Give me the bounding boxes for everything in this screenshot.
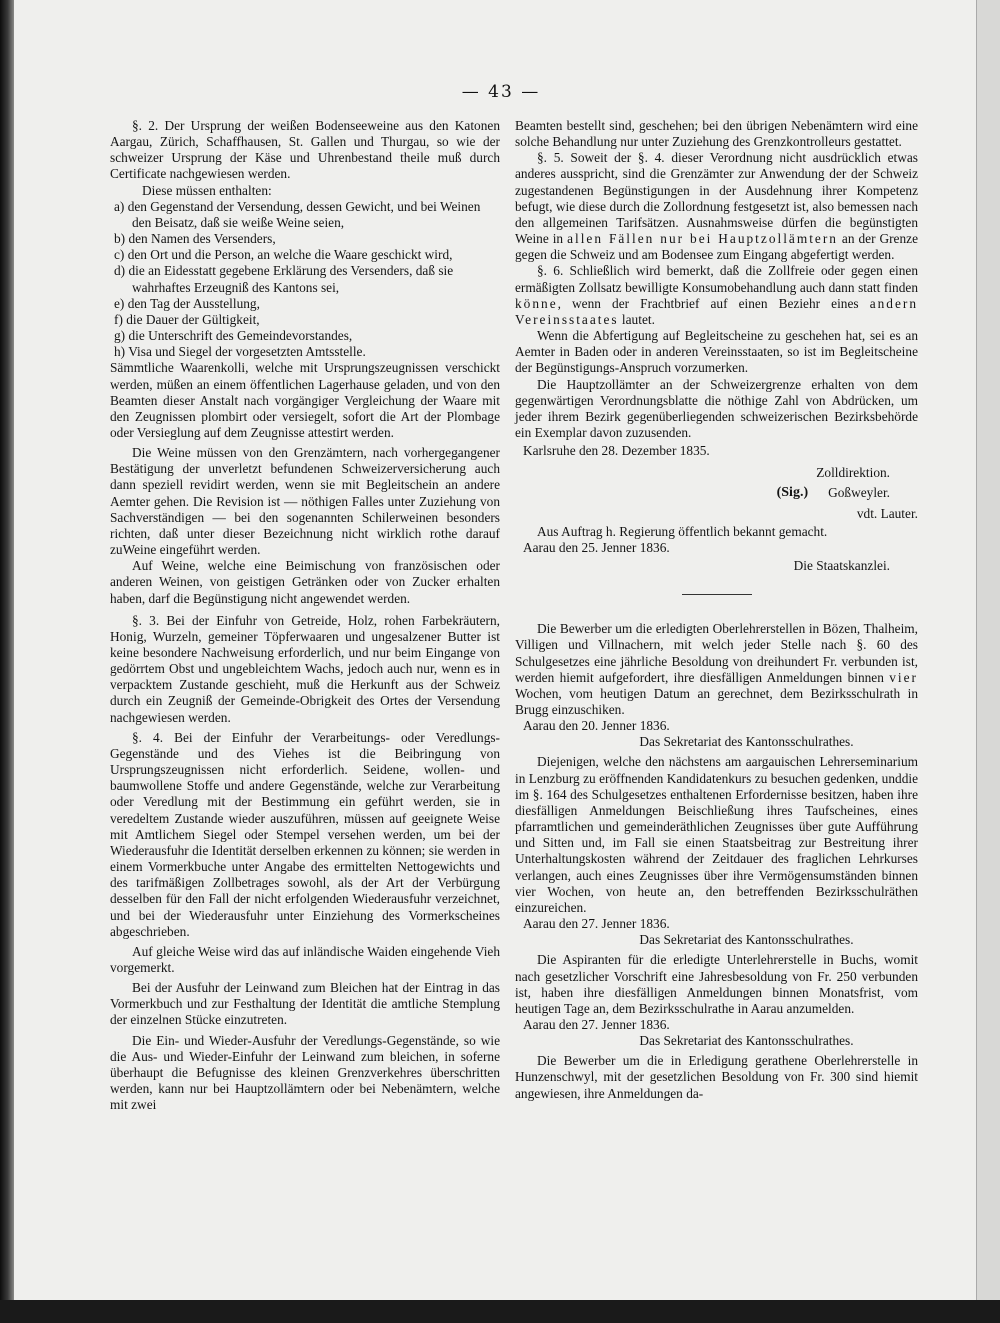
notice-hunzenschwyl: Die Bewerber um die in Erledigung gerathene Oberlehrerstelle in Hunzenschwyl, mit der gesetzlichen Besoldung von Fr. 300 sind hiemit angewiesen, ihre Anmeldungen da- bbox=[515, 1053, 918, 1101]
right-column bbox=[515, 118, 918, 1102]
paragraph-section-2: §. 2. Der Ursprung der weißen Bodenseeweine aus den Katonen Aargau, Zürich, Schaffhausen, St. Gallen und Thurgau, so wie der schweizer Ursprung der Käse und Uhrenbestand theile muß durch Certificate nachgewiesen werden. bbox=[110, 118, 500, 182]
paragraph-ein-wieder-ausfuhr: Die Ein- und Wieder-Ausfuhr der Veredlungs-Gegenstände, so wie die Aus- und Wieder-Einfuhr der Leinwand zum bleichen, in soferne überhaupt die Befugnisse des kleinen Grenzverkehres überschritten werden, kann nur bei Hauptzollämtern oder bei Nebenämtern, welche mit zwei bbox=[110, 1032, 500, 1113]
signature-gossweyler: Goßweyler. bbox=[828, 485, 890, 501]
list-item-a: a) den Gegenstand der Versendung, dessen Gewicht, und bei Weinen den Beisatz, daß sie weiße Weine seien, bbox=[114, 198, 481, 230]
emphasis-koenne: könne bbox=[515, 295, 558, 311]
paragraph-waarenkolli: Sämmtliche Waarenkolli, welche mit Ursprungszeugnissen verschickt werden, müßen an einem öffentlichen Lagerhause geladen, und von den Beamten dieser Anstalt nach vorgängiger Vergleichung der Waare mit den Zeugnissen plombirt oder versiegelt, sofort die Art der Plombage oder Versieglung auf dem Zeugnisse attestirt werden. bbox=[110, 360, 500, 440]
page-edge bbox=[976, 0, 1000, 1300]
list-item-f: f) die Dauer der Gültigkeit, bbox=[114, 311, 260, 327]
date-aarau-2: Aarau den 20. Jenner 1836. bbox=[523, 718, 670, 734]
signature-sekretariat-1: Das Sekretariat des Kantonsschulrathes. bbox=[639, 734, 854, 750]
notice-oberlehrerstellen: Die Bewerber um die erledigten Oberlehrerstellen in Bözen, Thalheim, Villigen und Villnachern, mit welch jeder Stelle nach §. 60 des Schulgesetzes eine jährliche Besoldung von dreihundert Fr. verbunden ist, werden hiemit aufgefordert, ihre diesfälligen Anmeldungen binnen vier Wochen, vom heutigen Datum an gerechnet, dem Bezirksschulrath in Brugg einzuschiken. bbox=[515, 621, 918, 717]
list-item-h: h) Visa und Siegel der vorgesetzten Amtsstelle. bbox=[114, 344, 366, 360]
paragraph-weine: Die Weine müssen von den Grenzämtern, nach vorhergegangener Bestätigung der unverletzt befundenen Schweizerversicherung auch dann speziell revidirt werden, wenn sie mit Begleitschein an andere Aemter gehen. Die Revision ist — nöthigen Falles unter Zuziehung von Sachverständigen — bei den sogenannten Schilerweinen besonders richten, daß unter dieser Bezeichnung nicht wirklich rothe darauf zuWeine eingeführt werden. bbox=[110, 445, 500, 558]
date-aarau-1: Aarau den 25. Jenner 1836. bbox=[523, 539, 670, 555]
seal-mark: (Sig.) bbox=[776, 485, 809, 501]
page-bottom-border bbox=[0, 1300, 1000, 1323]
paragraph-waiden: Auf gleiche Weise wird das auf inländische Waiden eingehende Vieh vorgemerkt. bbox=[110, 943, 500, 975]
signature-lauter: vdt. Lauter. bbox=[856, 505, 918, 521]
paragraph-beimischung: Auf Weine, welche eine Beimischung von französischen oder anderen Weinen, von geistigen Getränken oder von Zucker erhalten haben, darf die Begünstigung nicht angewendet werden. bbox=[110, 558, 500, 606]
paragraph-hauptzollaemter: Die Hauptzollämter an der Schweizergrenze erhalten von dem gegenwärtigen Verordnungsblatte die nöthige Zahl von Abdrücken, um jeder ihrem Bezirk gegenüberliegenden schweizerischen Bezirksbehörde ein Exemplar davon zuzusenden. bbox=[515, 376, 918, 440]
paragraph-section-3: §. 3. Bei der Einfuhr von Getreide, Holz, rohen Farbekräutern, Honig, Wurzeln, gemeiner Töpferwaaren und ungesalzener Butter ist keine besondere Nachweisung erforderlich, und nur beim Eingange von gedörrtem Obst und ungebleichtem Wachs, jedoch auch nur, wenn es in verpacktem Zustande geschieht, muß die Herkunft aus der Schweiz durch ein Zeugniß der Gemeinde-Obrigkeit des Ortes der Versendung nachgewiesen werden. bbox=[110, 612, 500, 725]
emphasis-hauptzollaemter: allen Fällen nur bei Hauptzollämtern bbox=[567, 231, 838, 247]
signature-row bbox=[515, 485, 918, 501]
paragraph-section-5: §. 5. Soweit der §. 4. dieser Verordnung nicht ausdrücklich etwas anderes ausspricht, sind die Grenzämter zur Anwendung der der Schweiz zugestandenen Begünstigungen in der Ausdehnung ihrer Kompetenz befugt, wie diese durch die Zollordnung festgesetzt ist, also bemessen nach den allgemeinen Tarifsätzen. Ausnahmsweise dürfen die begünstigten Weine in allen Fällen nur bei Hauptzollämtern an der Grenze gegen die Schweiz und am Bodensee zum Eingang abgefertigt werden. bbox=[515, 150, 918, 263]
section-divider bbox=[682, 594, 752, 595]
paragraph-abfertigung: Wenn die Abfertigung auf Begleitscheine zu geschehen hat, sei es an Aemter in Baden oder in anderen Vereinsstaaten, so ist im Begleitscheine der Begünstigungs-Anspruch vorzumerken. bbox=[515, 328, 918, 376]
left-column bbox=[110, 118, 500, 1113]
book-spine bbox=[0, 0, 14, 1323]
emphasis-vier: vier bbox=[889, 669, 918, 685]
list-item-c: c) den Ort und die Person, an welche die Waare geschickt wird, bbox=[114, 247, 453, 263]
date-aarau-4: Aarau den 27. Jenner 1836. bbox=[523, 1016, 670, 1032]
emphasis-vereinsstaates: andern Vereinsstaates bbox=[515, 295, 918, 327]
date-karlsruhe: Karlsruhe den 28. Dezember 1835. bbox=[523, 443, 710, 459]
list-item-d: d) die an Eidesstatt gegebene Erklärung des Versenders, daß sie wahrhaftes Erzeugniß des Kantons sei, bbox=[114, 263, 454, 295]
signature-zolldirektion: Zolldirektion. bbox=[816, 465, 890, 481]
notice-lehrerseminarium: Diejenigen, welche den nächstens am aargauischen Lehrerseminarium in Lenzburg zu eröffnenden Kandidatenkurs zu besuchen gedenken, unddie im §. 164 des Schulgesetzes enthaltenen Erfordernisse besitzen, haben ihre diesfälligen Anmeldungen Beischließung ihres Taufscheines, eines pfarramtlichen und gemeinderäthlichen Zeugnisses über gute Aufführung und Sitten und, im Fall sie einen Staatsbeitrag zur Bestreitung ihrer Unterhaltungskosten während der Zeitdauer des fraglichen Lehrkurses verlangen, auch eines Zeugnisses über ihre Vermögensumständen binnen vier Wochen, von heute an, den betreffenden Bezirksschulräthen einzureichen. bbox=[515, 754, 918, 915]
list-item-g: g) die Unterschrift des Gemeindevorstandes, bbox=[114, 328, 353, 344]
notice-unterlehrerstelle: Die Aspiranten für die erledigte Unterlehrerstelle in Buchs, womit nach gesetzlicher Vorschrift eine Jahresbesoldung von Fr. 250 verbunden ist, haben ihre diesfälligen Anmeldungen binnen Monatsfrist, vom heutigen Tage an, dem Bezirksschulrathe in Aarau anzumelden. bbox=[515, 952, 918, 1016]
page-number: — 43 — bbox=[461, 82, 541, 102]
paragraph-continuation: Beamten bestellt sind, geschehen; bei den übrigen Nebenämtern wird eine solche Behandlung nur unter Zuziehung des Grenzkontrolleurs gestattet. bbox=[515, 118, 918, 150]
announcement-line: Aus Auftrag h. Regierung öffentlich bekannt gemacht. bbox=[537, 523, 828, 539]
signature-sekretariat-3: Das Sekretariat des Kantonsschulrathes. bbox=[639, 1033, 854, 1049]
paragraph-section-6: §. 6. Schließlich wird bemerkt, daß die Zollfreie oder gegen einen ermäßigten Zollsatz bewilligte Konsumobehandlung auch dann statt finden könne, wenn der Frachtbrief auf einen Beziehr eines andern Vereinsstaates lautet. bbox=[515, 263, 918, 327]
paragraph-section-4: §. 4. Bei der Einfuhr der Verarbeitungs- oder Veredlungs-Gegenstände und des Viehes ist die Beibringung von Ursprungszeugnissen nicht erforderlich. Seidene, wollen- und baumwollene Stoffe und andere Gegenstände, welche zur Verarbeitung oder Veredlung mit der Bestimmung ein geführt werden, sie in veredeltem Zustande wieder auszuführen, müssen auf geeignete Weise mit Amtlichem Siegel oder Stempel versehen werden, um bei der Wiederausfuhr die Identität derselben erkennen zu können; sie werden in einem Vormerkbuche unter Angabe des ermittelten Nettogewichts und des tarifmäßigen Zollbetrages sowohl, als der Art der Verbürgung desselben für den Fall der nicht erfolgenden Wiederausfuhr verzeichnet, und bei der Wiederausfuhr unter Einziehung des Vormerkscheines abgeschrieben. bbox=[110, 729, 500, 939]
date-aarau-3: Aarau den 27. Jenner 1836. bbox=[523, 916, 670, 932]
signature-staatskanzlei: Die Staatskanzlei. bbox=[793, 558, 890, 574]
paragraph-leinwand: Bei der Ausfuhr der Leinwand zum Bleichen hat der Eintrag in das Vormerkbuch und zur Festhaltung der Identität die amtliche Stemplung der einzelnen Stücke einzutreten. bbox=[110, 980, 500, 1028]
list-intro: Diese müssen enthalten: bbox=[142, 182, 272, 198]
list-item-e: e) den Tag der Ausstellung, bbox=[114, 295, 260, 311]
list-item-b: b) den Namen des Versenders, bbox=[114, 231, 276, 247]
signature-sekretariat-2: Das Sekretariat des Kantonsschulrathes. bbox=[639, 932, 854, 948]
